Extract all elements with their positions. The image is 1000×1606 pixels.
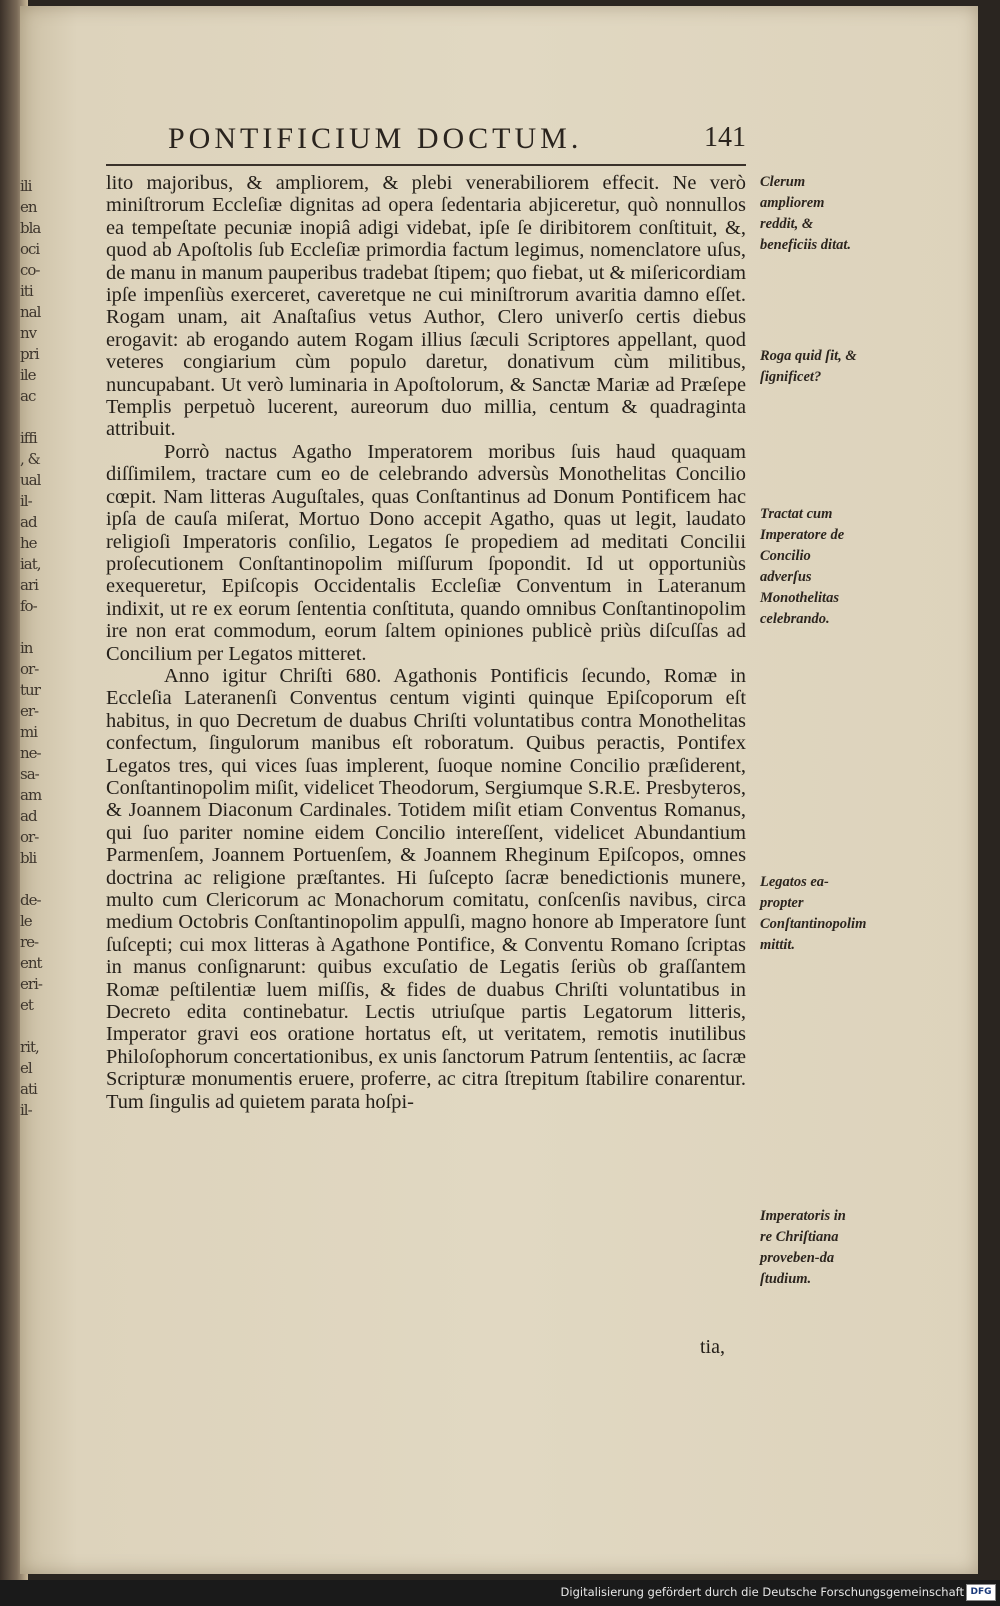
digitization-footer: [0, 1580, 1000, 1606]
paragraph: Anno igitur Chriſti 680. Agathonis Pontificis ſecundo, Romæ in Eccleſia Lateranenſi Conventus centum viginti quinque Epiſcoporum eſt habitus, in quo Decretum de duabus Chriſti voluntatibus contra Monothelitas confectum, ſingulorum manibus eſt roboratum. Quibus peractis, Pontifex Legatos tres, qui vices ſuas implerent, ſuoque nomine Concilio præſiderent, Conſtantinopolim miſit, videlicet Theodorum, Sergiumque S.R.E. Presbyteros, & Joannem Diaconum Cardinales. Totidem miſit etiam Conventus Romanus, qui ſuo pariter nomine eidem Concilio intereſſent, videlicet Abundantium Parmenſem, Joannem Portuenſem, & Joannem Rheginum Epiſcopos, omnes doctrina ac religione præſtantes. Hi ſuſcepto ſacræ benedictionis munere, multo cum Clericorum ac Monachorum comitatu, conſcenſis navibus, circa medium Octobris Conſtantinopolim appulſi, magno honore ab Imperatore ſunt ſuſcepti; cui mox litteras à Agathone Pontifice, & Conventu Romano ſcriptas in manus conſignarunt: quibus excuſatio de Legatis ſeriùs ob graſſantem Romæ peſtilentiæ luem miſſis, & fides de duabus Chriſti voluntatibus in Decreto edita continebatur. Lectis utriuſque partis Legatorum litteris, Imperator gravi eos oratione hortatus eſt, ut veritatem, remotis inutilibus Philoſophorum concertationibus, ex unis ſanctorum Patrum ſententiis, ac ſacræ Scripturæ monumentis eruere, proferre, ac citra ſtrepitum ſtabilire conarentur. Tum ſingulis ad quietem parata hoſpi-: [106, 664, 746, 1113]
paragraph: lito majoribus, & ampliorem, & plebi venerabiliorem effecit. Ne verò miniſtrorum Eccleſiæ dignitas ad opera ſedentaria abjiceretur, quò nonnullos ea tempeſtate pecuniæ inopiâ adigi videbat, ipſe ſe diribitorem conſtituit, &, quod ab Apoſtolis ſub Eccleſiæ primordia factum legimus, nomenclatore uſus, de manu in manum pauperibus tradebat ſtipem; quo fiebat, ut & miſericordiam ipſe impenſiùs exerceret, caveretque ne cui miniſtrorum avaritia damno eſſet. Rogam unam, ait Anaſtaſius vetus Author, Clero univerſo certis diebus erogavit: ab erogando autem Rogam illius ſæculi Scriptores appellant, quod veteres congiarium cùm populo daretur, donativum cùm militibus, nuncupabant. Ut verò luminaria in Apoſtolorum, & Sanctæ Mariæ ad Præſepe Templis perpetuò lucerent, aureorum duo millia, centum & quadraginta attribuit.: [106, 172, 746, 441]
funding-credit: Digitalisierung gefördert durch die Deutsche Forschungsgemeinschaft: [560, 1585, 964, 1599]
gutter-bleed-text: ili en bla oci co- iti nal nv pri ile ac iffi , & ual il- ad he iat, ari fo- in or- tur er- mi ne- sa- am ad or- bli de- le re- ent eri- et rit, el ati il-: [20, 177, 42, 1119]
header-rule: [106, 164, 746, 166]
dfg-logo-icon: DFG: [966, 1584, 996, 1601]
catchword: tia,: [700, 1336, 725, 1358]
paragraph: Porrò nactus Agatho Imperatorem moribus ſuis haud quaquam diſſimilem, tractare cum eo de celebrando adversùs Monothelitas Concilio cœpit. Nam litteras Auguſtales, quas Conſtantinus ad Donum Pontificem hac ipſa de cauſa miſerat, Mortuo Dono accepit Agatho, quas ut legit, laudato religioſi Imperatoris conſilio, Legatos ſe propediem ad meditati Concilii proſecutionem Conſtantinopolim miſſurum ſpopondit. Id ut opportuniùs exequeretur, Epiſcopis Occidentalis Eccleſiæ Conventum in Lateranum indixit, ut re ex eorum ſententia conſtituta, quando omnibus Conſtantinopolim ire non erat commodum, eorum ſaltem opiniones publicè priùs diſcuſſas ad Concilium per Legatos mitteret.: [106, 440, 746, 665]
book-page: [20, 6, 978, 1574]
page-number: 141: [704, 122, 746, 153]
main-text: [106, 172, 746, 1113]
margin-note: Legatos ea-propter Conſtantinopolim mittit.: [760, 874, 867, 953]
margin-note: Imperatoris in re Chriſtiana proveben-da ſtudium.: [760, 1208, 846, 1287]
margin-note: Tractat cum Imperatore de Concilio adverſus Monothelitas celebrando.: [760, 506, 845, 627]
margin-note: Clerum ampliorem reddit, & beneficiis ditat.: [760, 174, 852, 253]
margin-note: Roga quid ſit, & ſignificet?: [760, 348, 857, 385]
running-head: PONTIFICIUM DOCTUM.: [168, 122, 583, 155]
